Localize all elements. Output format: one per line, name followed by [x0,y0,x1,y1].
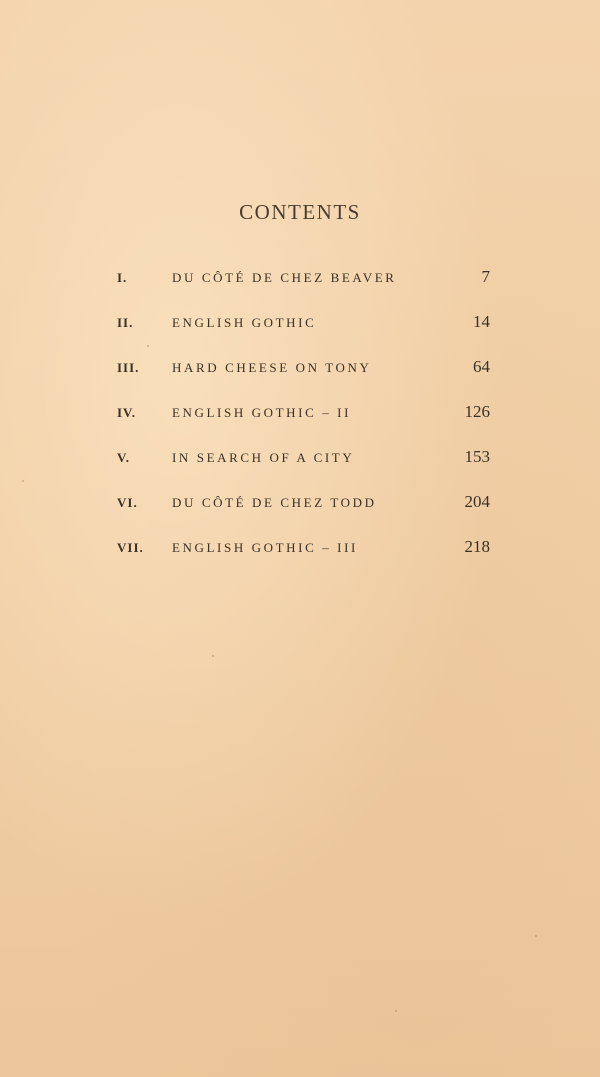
chapter-title: DU CÔTÉ DE CHEZ BEAVER [172,270,397,285]
page-title: CONTENTS [239,200,361,224]
toc-entry [0,352,600,397]
page-number: 218 [464,537,490,556]
page-number: 126 [464,402,490,421]
page-number: 204 [464,492,490,511]
toc-entry [0,442,600,487]
paper-speck [22,480,24,482]
paper-speck [147,345,149,347]
chapter-title: HARD CHEESE ON TONY [172,360,372,375]
chapter-title: IN SEARCH OF A CITY [172,450,355,465]
chapter-numeral: I. [117,270,128,285]
chapter-numeral: II. [117,315,134,330]
toc-entry [0,262,600,307]
chapter-title: ENGLISH GOTHIC [172,315,317,330]
chapter-numeral: III. [117,360,140,375]
chapter-title: ENGLISH GOTHIC – II [172,405,352,420]
chapter-numeral: V. [117,450,130,465]
paper-speck [535,935,537,937]
toc-entry [0,397,600,442]
chapter-title: DU CÔTÉ DE CHEZ TODD [172,495,377,510]
page-number: 64 [473,357,490,376]
toc-entry [0,532,600,577]
chapter-title: ENGLISH GOTHIC – III [172,540,358,555]
toc-entry [0,307,600,352]
chapter-numeral: VI. [117,495,138,510]
page-number: 14 [473,312,490,331]
chapter-numeral: VII. [117,540,144,555]
page-number: 7 [481,267,490,286]
toc-entry [0,487,600,532]
paper-speck [395,1010,397,1012]
page-number: 153 [464,447,490,466]
chapter-numeral: IV. [117,405,137,420]
paper-speck [212,655,214,657]
table-of-contents [0,262,600,577]
